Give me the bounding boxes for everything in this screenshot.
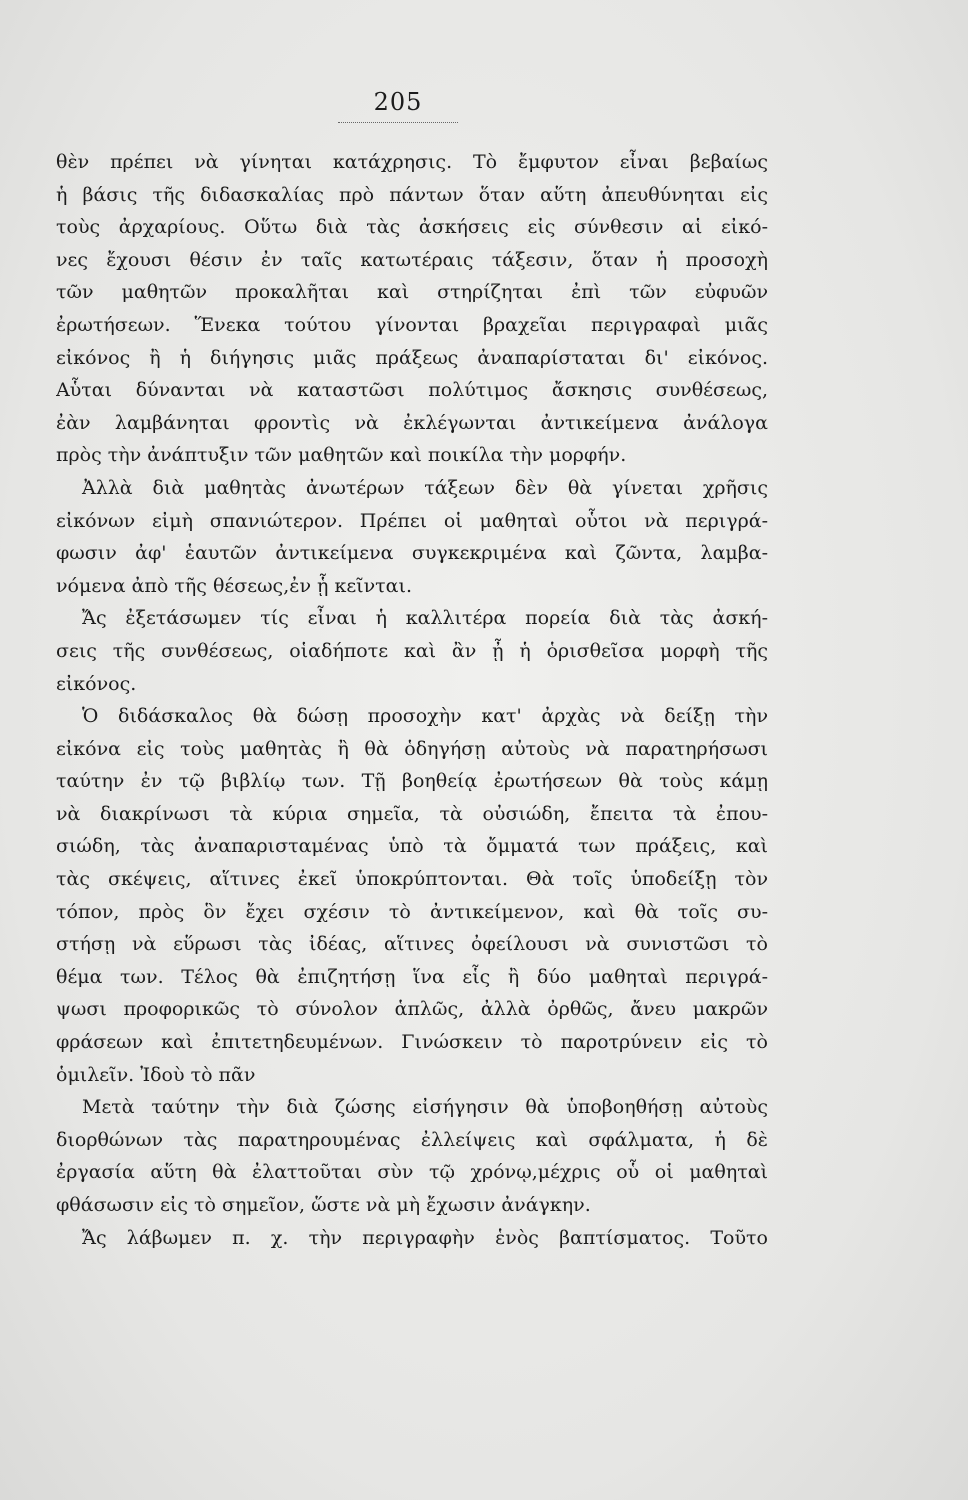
text-line: ψωσι προφορικῶς τὸ σύνολον ἁπλῶς, ἀλλὰ ὀρθῶς, ἄνευ μακρῶν	[56, 998, 768, 1021]
header-rule	[338, 122, 458, 123]
text-line: διορθώνων τὰς παρατηρουμένας ἐλλείψεις καὶ σφάλματα, ἡ δὲ	[56, 1128, 768, 1151]
text-line: θὲν πρέπει νὰ γίνηται κατάχρησις. Τὸ ἔμφυτον εἶναι βεβαίως	[56, 151, 768, 173]
text-line: νὰ διακρίνωσι τὰ κύρια σημεῖα, τὰ οὐσιώδη, ἔπειτα τὰ ἐπου-	[56, 802, 768, 825]
text-line: νες ἔχουσι θέσιν ἐν ταῖς κατωτέραις τάξεσιν, ὅταν ἡ προσοχὴ	[56, 248, 768, 271]
text-line: πρὸς τὴν ἀνάπτυξιν τῶν μαθητῶν καὶ ποικίλα τὴν μορφήν.	[56, 444, 627, 467]
text-line: τόπον, πρὸς ὃν ἔχει σχέσιν τὸ ἀντικείμενον, καὶ θὰ τοῖς συ-	[56, 900, 768, 923]
text-line: φθάσωσιν εἰς τὸ σημεῖον, ὥστε νὰ μὴ ἔχωσιν ἀνάγκην.	[56, 1194, 591, 1216]
text-line: τὰς σκέψεις, αἵτινες ἐκεῖ ὑποκρύπτονται. Θὰ τοῖς ὑποδείξῃ τὸν	[56, 868, 768, 891]
text-line: Αὗται δύνανται νὰ καταστῶσι πολύτιμος ἄσκησις συνθέσεως,	[56, 379, 768, 402]
text-line: Μετὰ ταύτην τὴν διὰ ζώσης εἰσήγησιν θὰ ὑποβοηθήσῃ αὐτοὺς	[82, 1096, 768, 1119]
text-line: ταύτην ἐν τῷ βιβλίῳ των. Τῇ βοηθείᾳ ἐρωτήσεων θὰ τοὺς κάμῃ	[56, 770, 768, 793]
text-line: τοὺς ἀρχαρίους. Οὕτω διὰ τὰς ἀσκήσεις εἰς σύνθεσιν αἱ εἰκό-	[56, 216, 768, 239]
text-line: ὁμιλεῖν. Ἰδοὺ τὸ πᾶν	[56, 1063, 256, 1086]
text-line: φωσιν ἀφ' ἑαυτῶν ἀντικείμενα συγκεκριμένα καὶ ζῶντα, λαμβα-	[56, 542, 768, 565]
text-line: ἐργασία αὕτη θὰ ἐλαττοῦται σὺν τῷ χρόνῳ,μέχρις οὗ οἱ μαθηταὶ	[56, 1161, 768, 1184]
text-line: εἰκόνος ἢ ἡ διήγησις μιᾶς πράξεως ἀναπαρίσταται δι' εἰκόνος.	[56, 346, 768, 369]
text-line: νόμενα ἀπὸ τῆς θέσεως,ἐν ᾗ κεῖνται.	[56, 574, 412, 597]
text-line: τῶν μαθητῶν προκαλῆται καὶ στηρίζηται ἐπὶ τῶν εὐφυῶν	[56, 281, 768, 304]
text-line: φράσεων καὶ ἐπιτετηδευμένων. Γινώσκειν τὸ παροτρύνειν εἰς τὸ	[56, 1031, 768, 1054]
text-line: ἐρωτήσεων. Ἕνεκα τούτου γίνονται βραχεῖαι περιγραφαὶ μιᾶς	[56, 313, 768, 336]
text-line: Ὁ διδάσκαλος θὰ δώσῃ προσοχὴν κατ' ἀρχὰς νὰ δείξῃ τὴν	[82, 705, 768, 728]
text-line: σεις τῆς συνθέσεως, οἱαδήποτε καὶ ἂν ᾖ ἡ ὁρισθεῖσα μορφὴ τῆς	[56, 639, 768, 662]
text-line: εἰκόνων εἰμὴ σπανιώτερον. Πρέπει οἱ μαθηταὶ οὗτοι νὰ περιγρά-	[56, 509, 768, 532]
text-line: Ἄς ἐξετάσωμεν τίς εἶναι ἡ καλλιτέρα πορεία διὰ τὰς ἀσκή-	[82, 607, 768, 630]
text-line: Ἀλλὰ διὰ μαθητὰς ἀνωτέρων τάξεων δὲν θὰ γίνεται χρῆσις	[82, 476, 768, 499]
text-line: Ἄς λάβωμεν π. χ. τὴν περιγραφὴν ἑνὸς βαπτίσματος. Τοῦτο	[82, 1226, 768, 1249]
body-text	[56, 146, 768, 1254]
text-line: στήσῃ νὰ εὕρωσι τὰς ἰδέας, αἵτινες ὀφείλουσι νὰ συνιστῶσι τὸ	[56, 933, 768, 956]
text-line: ἐὰν λαμβάνηται φροντὶς νὰ ἐκλέγωνται ἀντικείμενα ἀνάλογα	[56, 411, 768, 434]
text-line: ἡ βάσις τῆς διδασκαλίας πρὸ πάντων ὅταν αὕτη ἀπευθύνηται εἰς	[56, 183, 768, 206]
page-number: 205	[373, 88, 423, 116]
text-line: εἰκόνα εἰς τοὺς μαθητὰς ἢ θὰ ὁδηγήσῃ αὐτοὺς νὰ παρατηρήσωσι	[56, 737, 768, 760]
text-line: εἰκόνος.	[56, 672, 137, 695]
text-line: θέμα των. Τέλος θὰ ἐπιζητήσῃ ἵνα εἷς ἢ δύο μαθηταὶ περιγρά-	[56, 965, 768, 988]
text-line: σιώδη, τὰς ἀναπαρισταμένας ὑπὸ τὰ ὄμματά των πράξεις, καὶ	[56, 835, 768, 858]
